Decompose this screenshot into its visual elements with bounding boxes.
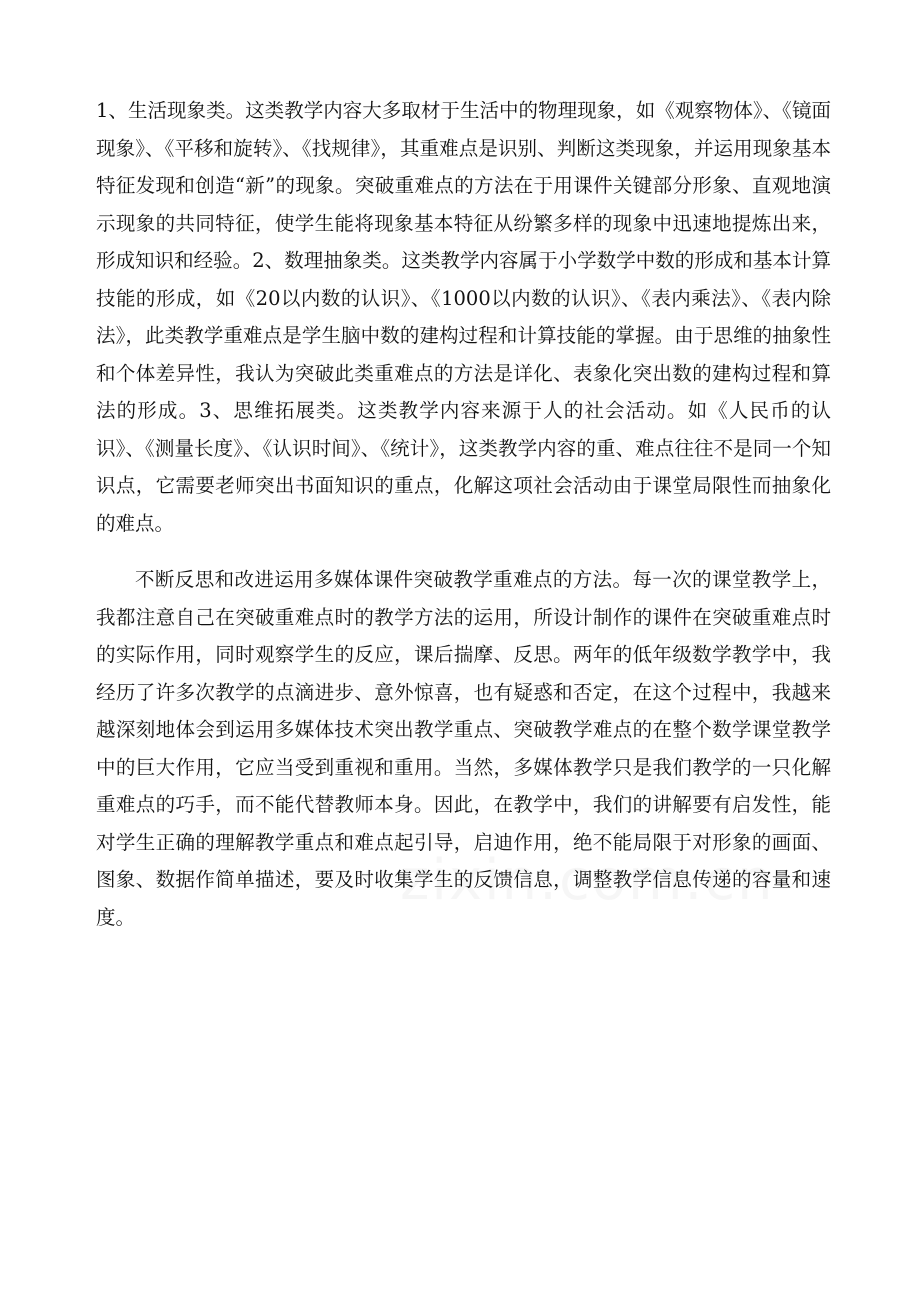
paragraph-reflection: 不断反思和改进运用多媒体课件突破教学重难点的方法。每一次的课堂教学上，我都注意自己在突破重难点时的教学方法的运用，所设计制作的课件在突破重难点时的实际作用，同时观察学生的反应，课后揣摩、反思。两年的低年级数学教学中，我经历了许多次教学的点滴进步、意外惊喜，也有疑惑和否定，在这个过程中，我越来越深刻地体会到运用多媒体技术突出教学重点、突破教学难点的在整个数学课堂教学中的巨大作用，它应当受到重视和重用。当然，多媒体教学只是我们教学的一只化解重难点的巧手，而不能代替教师本身。因此，在教学中，我们的讲解要有启发性，能对学生正确的理解教学重点和难点起引导，启迪作用，绝不能局限于对形象的画面、图象、数据作简单描述，要及时收集学生的反馈信息，调整教学信息传递的容量和速度。 (96, 568, 831, 929)
document-body (96, 92, 831, 936)
paragraph-lesson-categories: 1、生活现象类。这类教学内容大多取材于生活中的物理现象，如《观察物体》、《镜面现象》、《平移和旋转》、《找规律》，其重难点是识别、判断这类现象，并运用现象基本特征发现和创造“新”的现象。突破重难点的方法在于用课件关键部分形象、直观地演示现象的共同特征，使学生能将现象基本特征从纷繁多样的现象中迅速地提炼出来，形成知识和经验。2、数理抽象类。这类教学内容属于小学数学中数的形成和基本计算技能的形成，如《20以内数的认识》、《1000以内数的认识》、《表内乘法》、《表内除法》，此类教学重难点是学生脑中数的建构过程和计算技能的掌握。由于思维的抽象性和个体差异性，我认为突破此类重难点的方法是详化、表象化突出数的建构过程和算法的形成。3、思维拓展类。这类教学内容来源于人的社会活动。如《人民币的认识》、《测量长度》、《认识时间》、《统计》，这类教学内容的重、难点往往不是同一个知识点，它需要老师突出书面知识的重点，化解这项社会活动由于课堂局限性而抽象化的难点。 (96, 99, 831, 535)
